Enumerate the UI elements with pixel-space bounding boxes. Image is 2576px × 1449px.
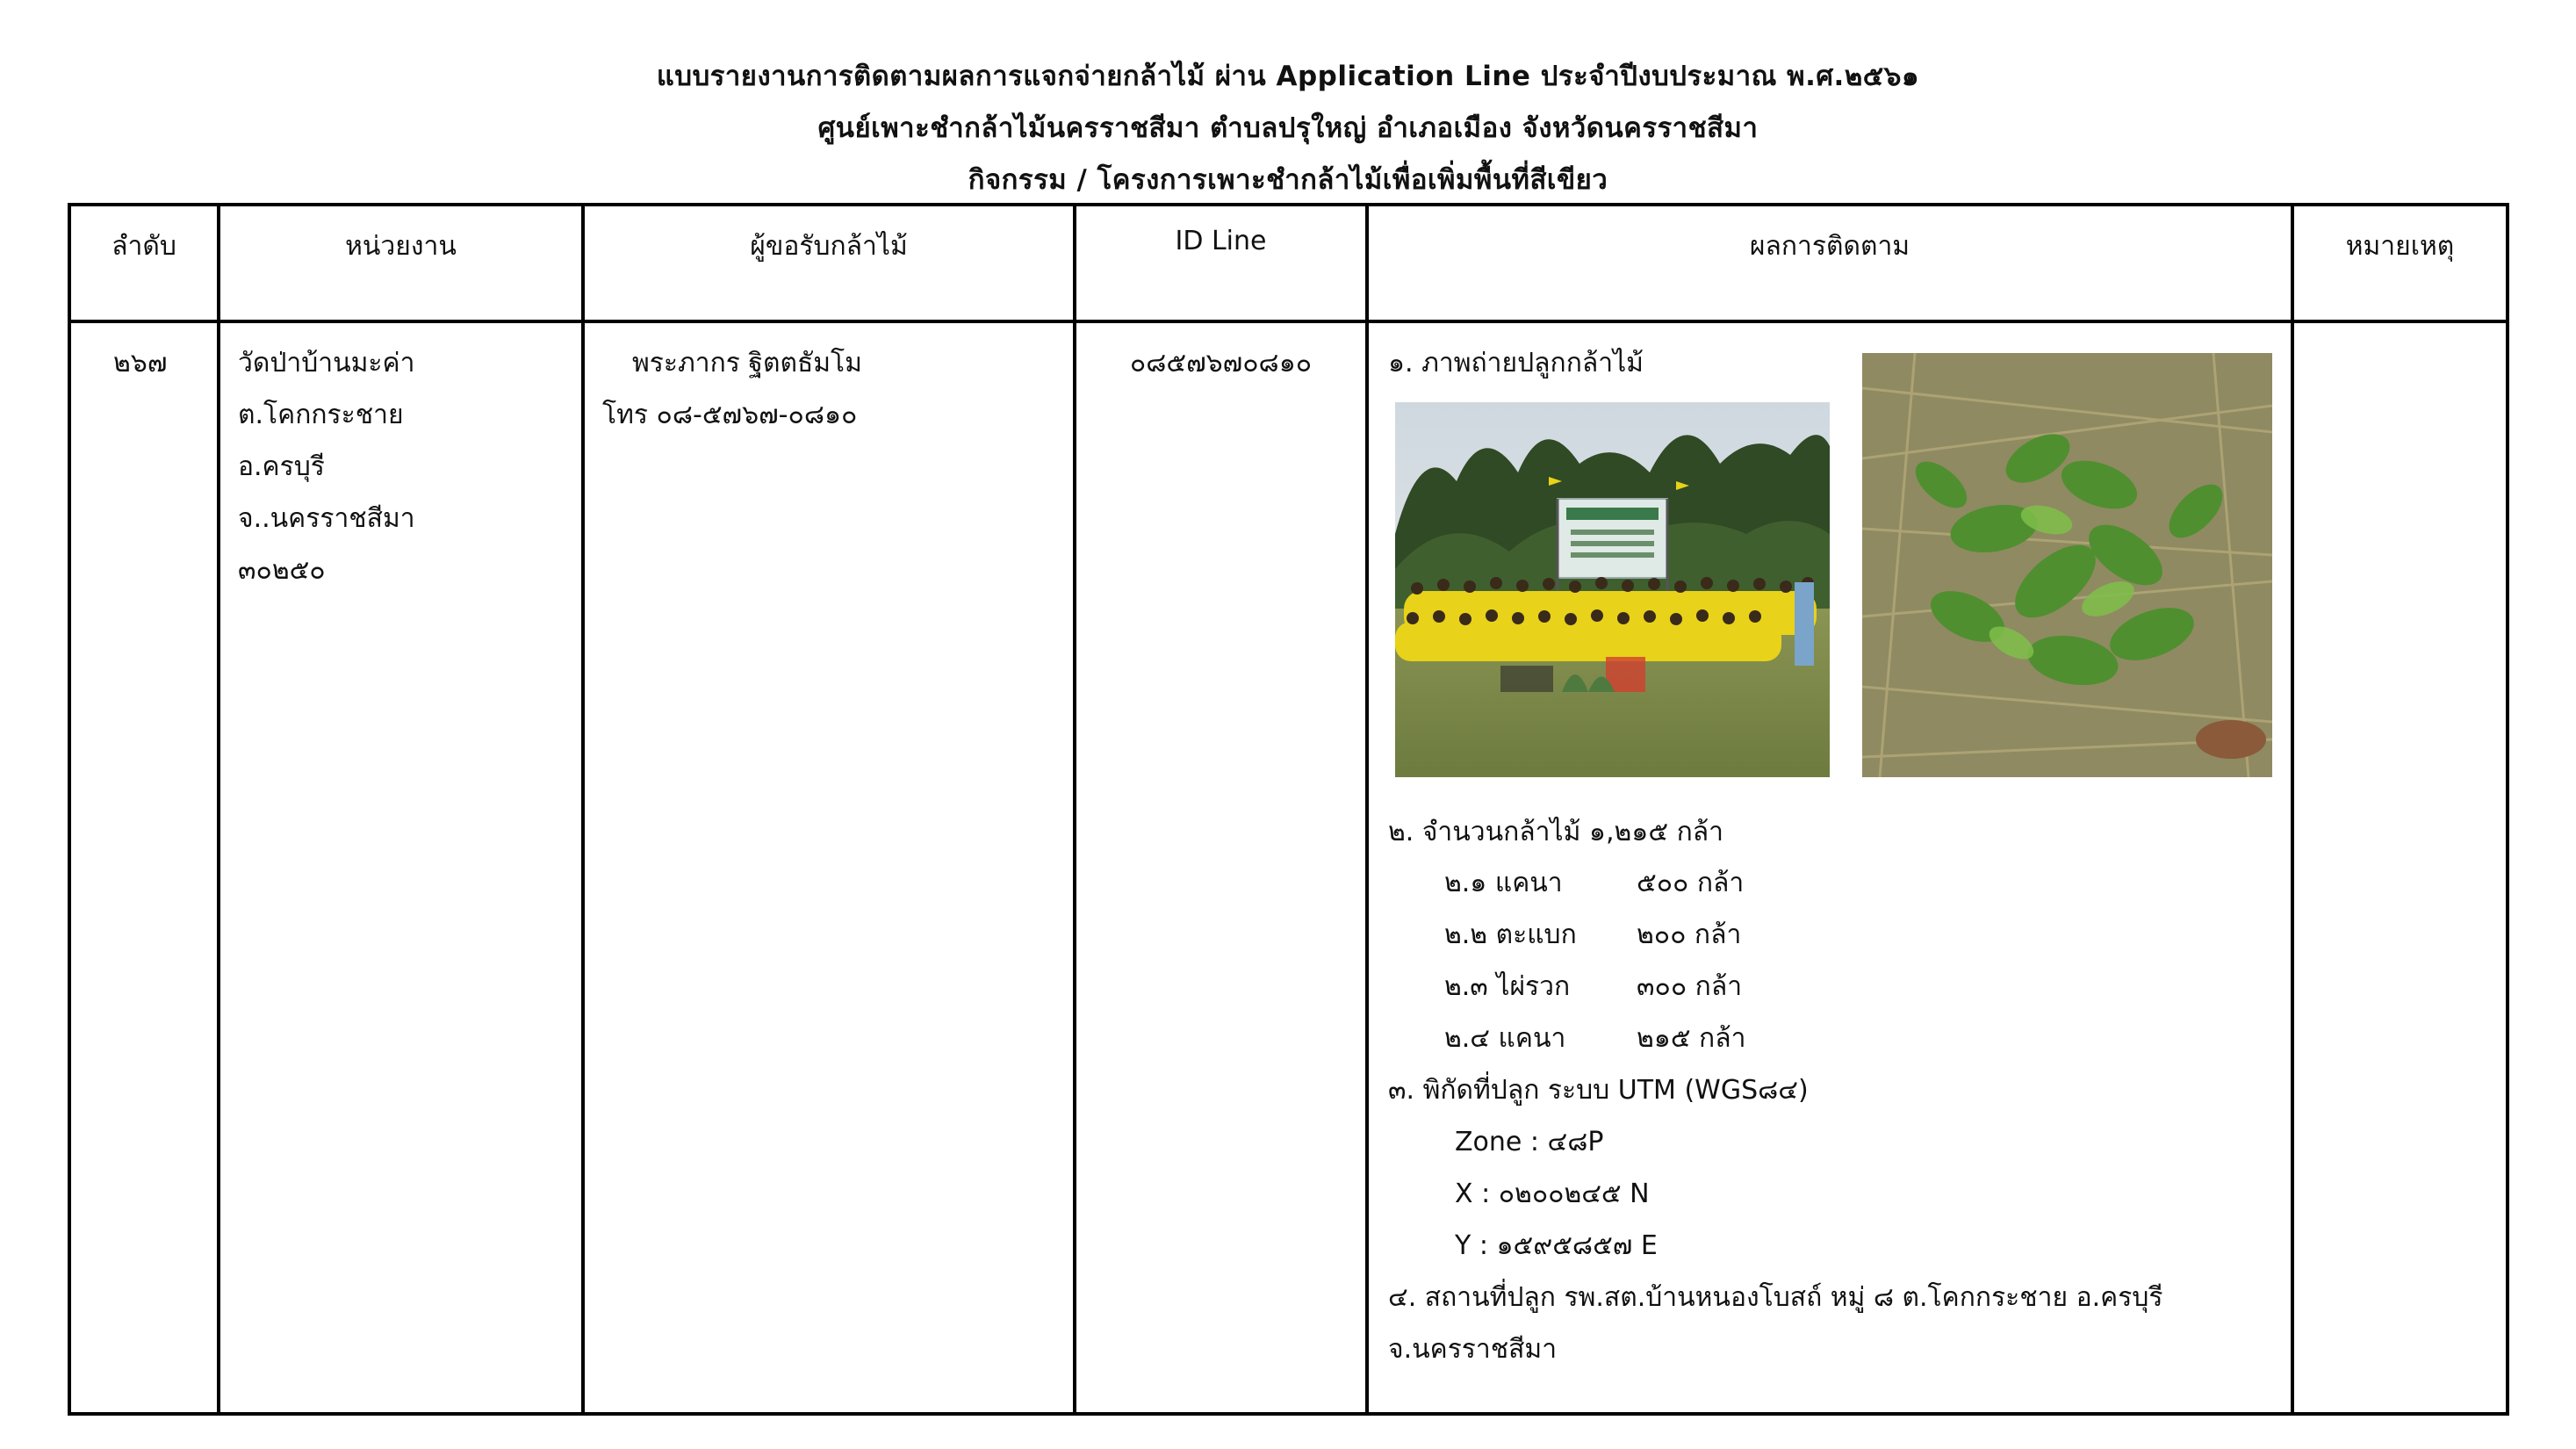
header-title: แบบรายงานการติดตามผลการแจกจ่ายกล้าไม้ ผ่าน Application Line ประจำปีงบประมาณ พ.ศ.๒๕๖๑ [656, 61, 1920, 92]
group-planting-photo [1395, 402, 1830, 777]
result-coord-title: ๓. พิกัดที่ปลูก ระบบ UTM (WGS๘๔) [1388, 1075, 1809, 1106]
result-photo-title: ๑. ภาพถ่ายปลูกกล้าไม้ [1388, 348, 1644, 378]
col-header-order: ลำดับ [69, 205, 219, 321]
seedling-photo [1862, 353, 2272, 777]
item-3-qty: ๓๐๐ กล้า [1637, 971, 1743, 1002]
result-location-line2: จ.นครราชสีมา [1388, 1334, 1558, 1365]
col-header-requester: ผู้ขอรับกล้าไม้ [583, 205, 1075, 321]
col-header-remark: หมายเหตุ [2292, 205, 2508, 321]
coord-y: Y : ๑๕๙๕๘๕๗ E [1455, 1230, 1658, 1261]
cell-id-line [1075, 321, 1367, 1414]
item-4-label: ๒.๔ แคนา [1444, 1023, 1566, 1054]
header-center: ศูนย์เพาะชำกล้าไม้นครราชสีมา ตำบลปรุใหญ่ อำเภอเมือง จังหวัดนครราชสีมา [817, 112, 1759, 144]
item-4-qty: ๒๑๕ กล้า [1637, 1023, 1746, 1054]
group-photo-image [1395, 402, 1830, 777]
cell-order [69, 321, 219, 1414]
cell-agency [219, 321, 583, 1414]
header-activity: กิจกรรม / โครงการเพาะชำกล้าไม้เพื่อเพิ่มพื้นที่สีเขียว [968, 164, 1608, 196]
item-3-label: ๒.๓ ไผ่รวก [1444, 971, 1571, 1002]
coord-x: X : ๐๒๐๐๒๔๕ N [1455, 1179, 1650, 1209]
remark-value [2294, 323, 2506, 337]
requester-block [585, 323, 1073, 441]
col-header-id-line: ID Line [1075, 205, 1367, 321]
cell-remark [2292, 321, 2508, 1414]
cell-requester [583, 321, 1075, 1414]
requester-name: พระภากร ฐิตตธัมโม [632, 348, 862, 378]
agency-district: อ.ครบุรี [238, 451, 325, 482]
item-2-qty: ๒๐๐ กล้า [1637, 919, 1742, 950]
agency-block [220, 323, 581, 596]
result-location-line1: ๔. สถานที่ปลูก รพ.สต.บ้านหนองโบสถ์ หมู่ ๘ ต.โคกกระชาย อ.ครบุรี [1388, 1282, 2163, 1313]
agency-subdistrict: ต.โคกกระชาย [238, 400, 404, 430]
col-header-result: ผลการติดตาม [1367, 205, 2292, 321]
agency-postcode: ๓๐๒๕๐ [238, 555, 326, 586]
item-2-label: ๒.๒ ตะแบก [1444, 919, 1577, 950]
item-1-qty: ๕๐๐ กล้า [1637, 868, 1745, 898]
agency-name: วัดป่าบ้านมะค่า [238, 348, 415, 378]
result-block [1369, 323, 2291, 1412]
agency-province: จ..นครราชสีมา [238, 503, 415, 534]
coord-zone: Zone : ๔๘P [1455, 1127, 1604, 1157]
requester-phone: โทร ๐๘-๕๗๖๗-๐๘๑๐ [602, 400, 858, 430]
table-row [69, 321, 2508, 1414]
report-table [68, 203, 2509, 1416]
seedling-photo-image [1862, 353, 2272, 777]
col-header-agency: หน่วยงาน [219, 205, 583, 321]
table-header-row [69, 205, 2508, 321]
cell-result [1367, 321, 2292, 1414]
result-count-title: ๒. จำนวนกล้าไม้ ๑,๒๑๕ กล้า [1388, 817, 1723, 847]
row-order: ๒๖๗ [113, 348, 168, 378]
id-line-value: ๐๘๕๗๖๗๐๘๑๐ [1129, 348, 1313, 378]
item-1-label: ๒.๑ แคนา [1444, 868, 1563, 898]
report-header [0, 51, 2576, 206]
